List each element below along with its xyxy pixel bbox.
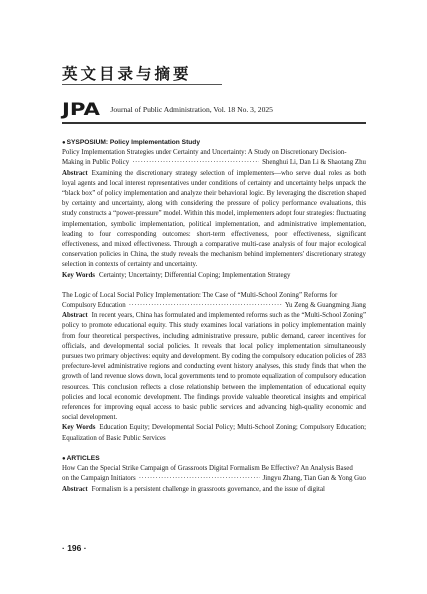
article-entry: [62, 464, 366, 495]
article-abstract: Abstract Examining the discretionary strategy selection of implementers—who serve dual roles as both loyal agents and local interest representatives under conditions of certainty and uncertainty helps unpack the “black box” of policy implementation and analyze their behavioral logic. By leveraging the discretion shaped by certainty and uncertainty, along with considering the pressure of policy performance evaluations, this study constructs a “power-pressure” model. Within this model, implementers adopt four strategies: fluctuating implementation, symbolic implementation, political implementation, and administrative implementation, leading to four corresponding outcomes: short-term effectiveness, poor effectiveness, significant effectiveness, and mixed effectiveness. Through a comparative multi-case analysis of four major ecological conservation policies in China, the study reveals the mechanism behind implementers' discretionary strategy selection in contexts of certainty and uncertainty.: [62, 169, 366, 269]
article-byline: Compulsory Education ····· Yu Zeng & Guangming Jiang: [62, 301, 366, 311]
article-title: The Logic of Local Social Policy Implementation: The Case of “Multi-School Zoning” Reforms for: [62, 291, 338, 299]
article-entry: [62, 291, 366, 444]
leader-dots: [132, 158, 259, 168]
article-title: How Can the Special Strike Campaign of Grassroots Digital Formalism Be Effective? An Analysis Based: [62, 465, 353, 473]
article-keywords: Key Words Certainty; Uncertainty; Differential Coping; Implementation Strategy: [62, 271, 291, 279]
article-authors: Jingyu Zhang, Tian Gan & Yong Guo: [262, 475, 366, 483]
bullet-icon: ●: [62, 140, 66, 146]
article-byline: on the Campaign Initiators ····· Jingyu Zhang, Tian Gan & Yong Guo: [62, 474, 366, 484]
journal-logo: JPA: [62, 100, 100, 120]
masthead-rule: [62, 122, 366, 124]
article-abstract: Abstract In recent years, China has formulated and implemented reforms such as the “Multi-School Zoning” policy to promote educational equity. This study examines local variations in policy implementation mainly from four theoretical perspectives, including administrative pressure, public demand, career incentives for officials, and developmental social policies. It reveals that local policy implementation simultaneously pursues two primary objectives: equity and development. By coding the compulsory education policies of 283 prefecture-level administrative regions and conducting event history analyses, this study finds that when the growth of land revenue slows down, local governments tend to promote equalization of compulsory education resources. This conclusion reflects a close relationship between the implementation of educational equity policies and local economic development. The findings provide valuable theoretical insights and empirical references for improving equal access to basic public services and advancing high-quality economic and social development.: [62, 312, 366, 422]
bullet-icon: ●: [62, 455, 66, 462]
article-title: Policy Implementation Strategies under Certainty and Uncertainty: A Study on Discretionary Decision-: [62, 149, 347, 157]
article-abstract: Abstract Formalism is a persistent challenge in grassroots governance, and the issue of digital: [62, 485, 325, 493]
article-keywords: Key Words Education Equity; Developmental Social Policy; Multi-School Zoning; Compulsory Education; Equalization of Basic Public Services: [62, 424, 366, 442]
section-heading-symposium: ●SYSPOSIUM: Policy Implementation Study: [62, 139, 200, 146]
page-number: · 196 ·: [62, 543, 87, 553]
article-byline: Making in Public Policy ····· Shenghui Li, Dan Li & Shaotang Zhu: [62, 158, 366, 168]
article-authors: Shenghui Li, Dan Li & Shaotang Zhu: [262, 159, 366, 167]
article-entry: [62, 148, 366, 281]
leader-dots: [129, 301, 282, 311]
contents-body: [62, 138, 366, 495]
title-underline: [62, 84, 222, 85]
journal-masthead: [62, 100, 273, 120]
journal-name: Journal of Public Administration, Vol. 18 No. 3, 2025: [110, 105, 273, 114]
chinese-section-title: 英文目录与摘要: [62, 65, 192, 83]
section-heading-articles: ●ARTICLES: [62, 454, 100, 462]
leader-dots: [139, 474, 260, 484]
article-authors: Yu Zeng & Guangming Jiang: [284, 302, 366, 310]
